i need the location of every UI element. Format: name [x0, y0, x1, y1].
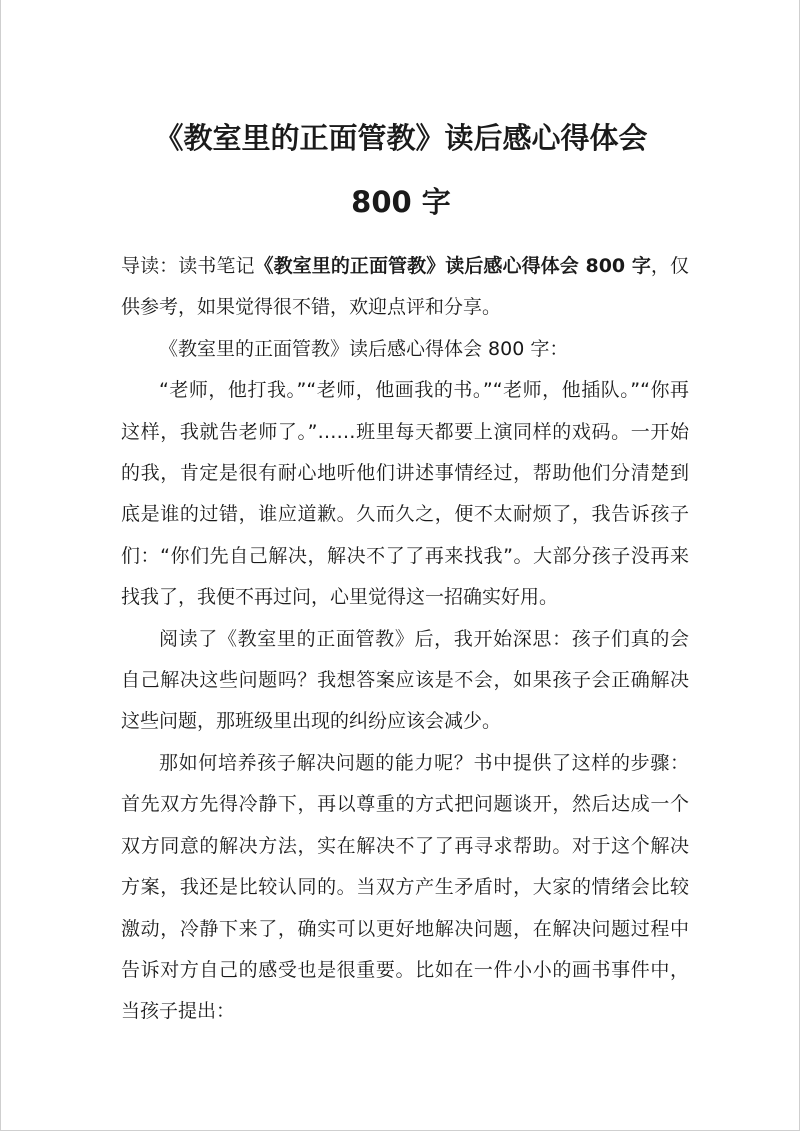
document-body [121, 246, 689, 1033]
paragraph-teacher-complaints: “老师，他打我。”“老师，他画我的书。”“老师，他插队。”“你再这样，我就告老师了。”……班里每天都要上演同样的戏码。一开始的我，肯定是很有耐心地听他们讲述事情经过，帮助他们分清楚到底是谁的过错，谁应道歉。久而久之，便不太耐烦了，我告诉孩子们：“你们先自己解决，解决不了了再来找我”。大部分孩子没再来找我了，我便不再过问，心里觉得这一招确实好用。 [121, 379, 689, 609]
intro-paragraph [121, 246, 689, 329]
paragraph-reflection: 阅读了《教室里的正面管教》后，我开始深思：孩子们真的会自己解决这些问题吗？我想答案应该是不会，如果孩子会正确解决这些问题，那班级里出现的纠纷应该会减少。 [121, 627, 689, 733]
document-title: 《教室里的正面管教》读后感心得体会 800 字 [154, 121, 648, 219]
paragraph-problem-solving: 那如何培养孩子解决问题的能力呢？书中提供了这样的步骤：首先双方先得冷静下，再以尊重的方式把问题谈开，然后达成一个双方同意的解决方法，实在解决不了了再寻求帮助。对于这个解决方案，我还是比较认同的。当双方产生矛盾时，大家的情绪会比较激动，冷静下来了，确实可以更好地解决问题，在解决问题过程中告诉对方自己的感受也是很重要。比如在一件小小的画书事件中，当孩子提出： [121, 751, 689, 1023]
intro-rest: ，仅供参考，如果觉得很不错，欢迎点评和分享。 [121, 255, 689, 319]
paragraph-heading: 《教室里的正面管教》读后感心得体会 800 字： [159, 337, 569, 360]
intro-bold-title: 《教室里的正面管教》读后感心得体会 800 字 [254, 255, 651, 277]
intro-label: 导读：读书笔记 [121, 255, 255, 277]
